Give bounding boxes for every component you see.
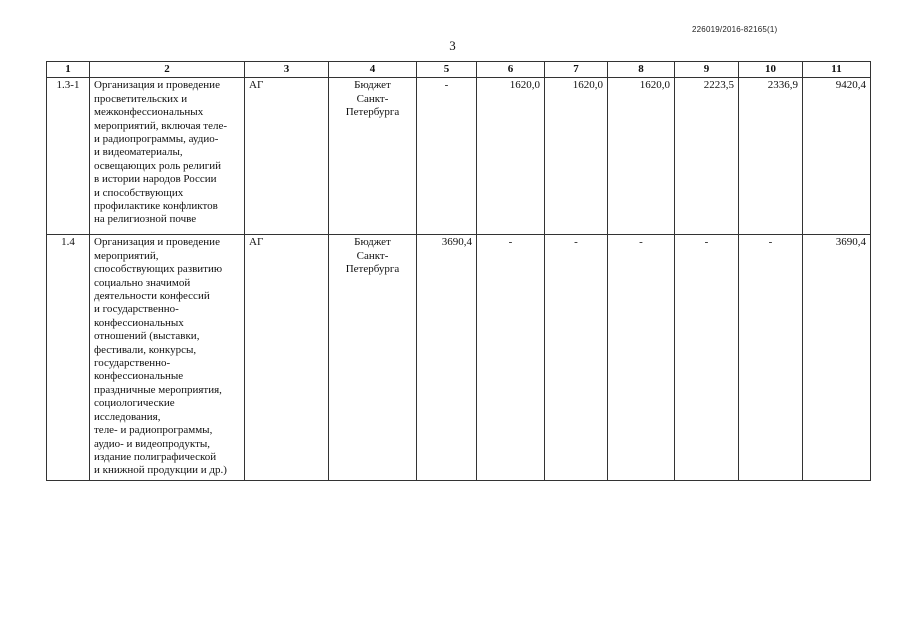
column-header: 6 (477, 62, 545, 78)
column-header: 1 (47, 62, 90, 78)
row-number: 1.4 (47, 235, 90, 481)
value-col-5: - (417, 78, 477, 235)
column-header: 8 (608, 62, 675, 78)
document-id: 226019/2016-82165(1) (692, 25, 778, 34)
row-number: 1.3-1 (47, 78, 90, 235)
value-col-7: 1620,0 (545, 78, 608, 235)
value-col-7: - (545, 235, 608, 481)
executor-cell: АГ (245, 78, 329, 235)
header-row (47, 62, 871, 78)
activity-description: Организация и проведение просветительских и межконфессиональных мероприятий, включая теле- и радиопрограммы, аудио- и видеоматериалы, освещающих роль религий в истории народов России и способствующих профилактике конфликтов на религиозной почве (90, 78, 245, 235)
column-header: 7 (545, 62, 608, 78)
value-col-10: - (739, 235, 803, 481)
value-col-10: 2336,9 (739, 78, 803, 235)
column-header: 5 (417, 62, 477, 78)
column-header: 2 (90, 62, 245, 78)
page-number: 3 (449, 38, 456, 53)
column-header: 9 (675, 62, 739, 78)
value-col-8: - (608, 235, 675, 481)
column-header: 4 (329, 62, 417, 78)
value-col-5: 3690,4 (417, 235, 477, 481)
executor-cell: АГ (245, 235, 329, 481)
column-header: 3 (245, 62, 329, 78)
funding-source: Бюджет Санкт- Петербурга (329, 235, 417, 481)
budget-table (46, 61, 871, 481)
value-col-9: - (675, 235, 739, 481)
value-col-8: 1620,0 (608, 78, 675, 235)
table-row (47, 78, 871, 235)
value-col-9: 2223,5 (675, 78, 739, 235)
value-col-11: 3690,4 (803, 235, 871, 481)
value-col-6: 1620,0 (477, 78, 545, 235)
column-header: 11 (803, 62, 871, 78)
column-header: 10 (739, 62, 803, 78)
funding-source: Бюджет Санкт- Петербурга (329, 78, 417, 235)
table-row (47, 235, 871, 481)
activity-description: Организация и проведение мероприятий, способствующих развитию социально значимой деятельности конфессий и государственно- конфессиональных отношений (выставки, фестивали, конкурсы, государственно- конфессиональные праздничные мероприятия, социологические исследования, теле- и радиопрограммы, аудио- и видеопродукты, издание полиграфической и книжной продукции и др.) (90, 235, 245, 481)
value-col-6: - (477, 235, 545, 481)
value-col-11: 9420,4 (803, 78, 871, 235)
